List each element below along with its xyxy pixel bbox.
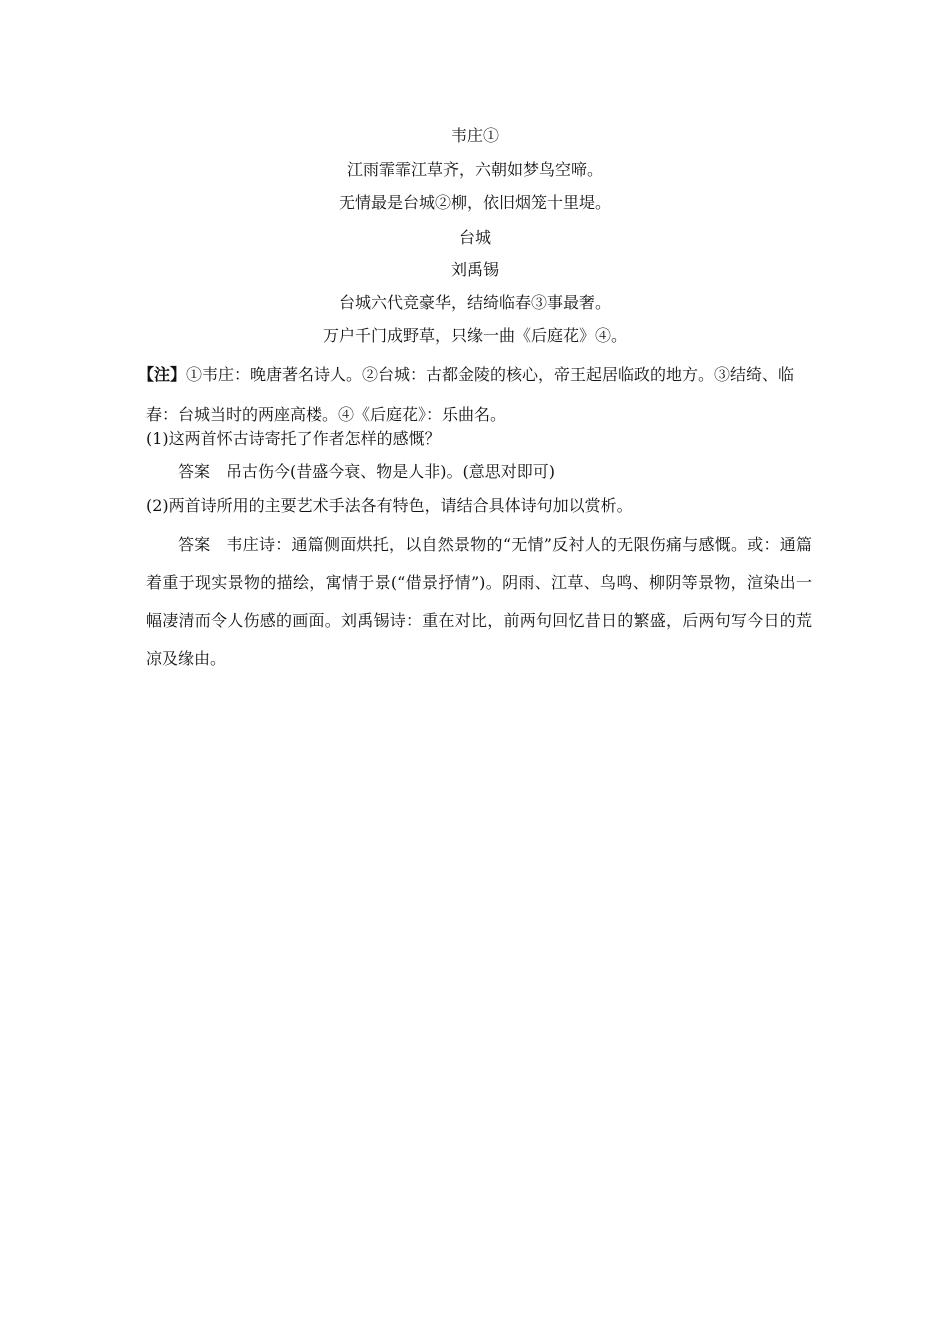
annotation-note xyxy=(138,355,812,435)
note-text: ①韦庄：晚唐著名诗人。②台城：古都金陵的核心，帝王起居临政的地方。③结绮、临春：台城当时的两座高楼。④《后庭花》：乐曲名。 xyxy=(146,365,795,424)
question-1: (1)这两首怀古诗寄托了作者怎样的感慨？ xyxy=(146,429,441,448)
poem1-line-1: 江雨霏霏江草齐，六朝如梦鸟空啼。 xyxy=(346,160,603,179)
poem2-line-2: 万户千门成野草，只缘一曲《后庭花》④。 xyxy=(322,326,627,345)
answer-2-label: 答案 xyxy=(178,535,211,554)
answer-1-label: 答案 xyxy=(178,462,211,481)
note-label: 【注】 xyxy=(138,365,187,384)
poem1-title: 韦庄① xyxy=(450,126,499,145)
answer-2-text: 韦庄诗：通篇侧面烘托，以自然景物的“无情”反衬人的无限伤痛与感慨。或：通篇着重于现实景物的描绘，寓情于景(“借景抒情”)。阴雨、江草、鸟鸣、柳阴等景物，渲染出一幅凄清而令人伤感的画面。刘禹锡诗：重在对比，前两句回忆昔日的繁盛，后两句写今日的荒凉及缘由。 xyxy=(146,535,812,668)
poem2-title: 台城 xyxy=(458,228,491,247)
answer-1-text: 吊古伤今(昔盛今衰、物是人非)。(意思对即可) xyxy=(226,462,555,481)
poem2-author: 刘禹锡 xyxy=(450,260,499,279)
answer-1 xyxy=(146,461,844,483)
answer-2 xyxy=(146,526,812,678)
question-2: (2)两首诗所用的主要艺术手法各有特色，请结合具体诗句加以赏析。 xyxy=(146,496,633,515)
poem2-line-1: 台城六代竞豪华，结绮临春③事最奢。 xyxy=(338,293,611,312)
poem1-line-2: 无情最是台城②柳，依旧烟笼十里堤。 xyxy=(338,193,611,212)
